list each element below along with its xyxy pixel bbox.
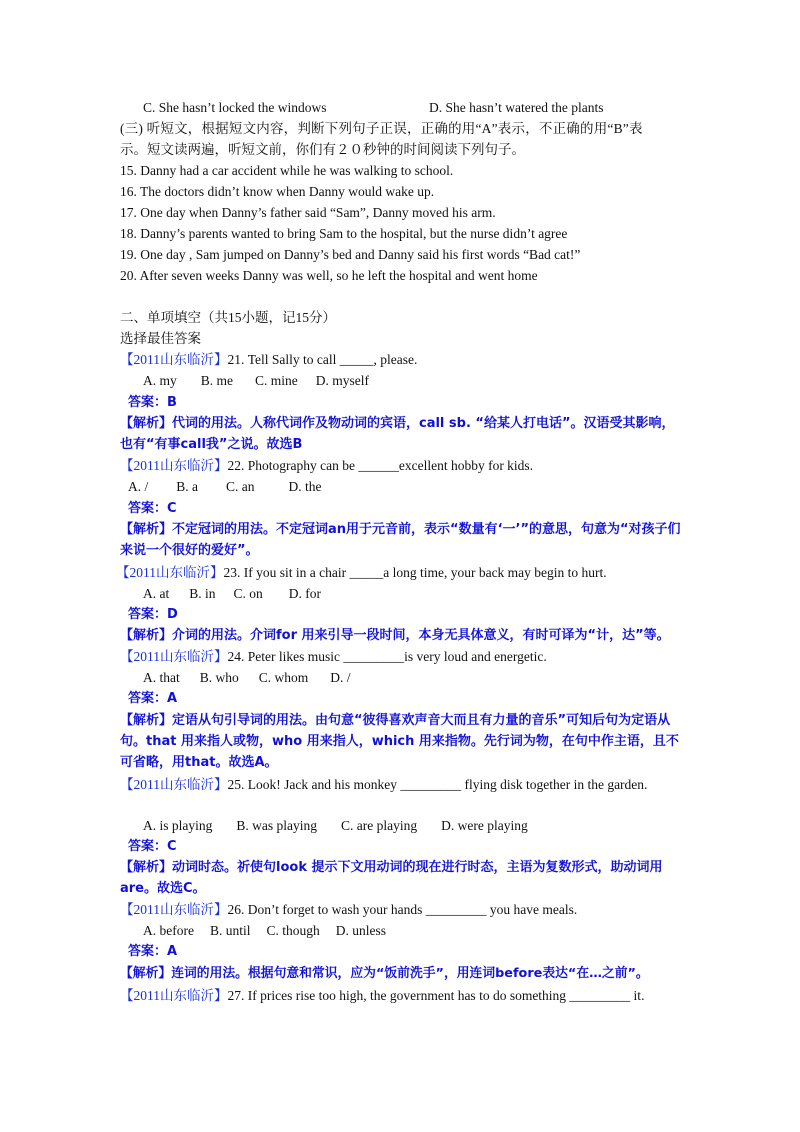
option-a: A. that [143,670,180,685]
question-23-options [143,584,703,604]
statement-15: 15. Danny had a car accident while he was walking to school. [120,163,454,178]
option-d: D. were playing [441,818,528,833]
option-b: B. who [199,670,239,685]
explanation-26: 【解析】连词的用法。根据句意和常识，应为“饭前洗手”，用连词before表达“在…之前”。 [120,966,649,981]
option-b: B. was playing [236,818,317,833]
question-21-options [143,371,703,391]
statement-20: 20. After seven weeks Danny was well, so he left the hospital and went home [120,268,538,283]
option-b: B. in [189,586,216,601]
listening-option-row [143,98,703,118]
part3-instruction-line2: 示。短文读两遍，听短文前，你们有２０秒钟的时间阅读下列句子。 [120,142,525,157]
question-22 [120,456,680,476]
statement-18: 18. Danny’s parents wanted to bring Sam to the hospital, but the nurse didn’t agree [120,226,568,241]
option-d: D. unless [335,923,387,938]
explanation-21: 【解析】代词的用法。人称代词作及物动词的宾语，call sb. “给某人打电话”。汉语受其影响，也有“有事call我”之说。故选B [120,416,675,452]
section2-subheading: 选择最佳答案 [120,331,201,346]
option-a: A. is playing [143,818,213,833]
option-c: C. whom [258,670,309,685]
explanation-22: 【解析】不定冠词的用法。不定冠词an用于元音前，表示“数量有‘一’”的意思，句意为“对孩子们来说一个很好的爱好”。 [120,522,681,558]
option-c: C. She hasn’t locked the windows [143,100,327,115]
question-source: 【2011山东临沂】 [120,649,228,664]
question-source: 【2011山东临沂】 [116,565,224,580]
statement-19: 19. One day , Sam jumped on Danny’s bed and Danny said his first words “Bad cat!” [120,247,581,262]
question-stem: 26. Don’t forget to wash your hands _________ you have meals. [227,902,578,917]
statement-17: 17. One day when Danny’s father said “Sam”, Danny moved his arm. [120,205,496,220]
option-d: D. She hasn’t watered the plants [429,100,604,115]
explanation-23: 【解析】介词的用法。介词for 用来引导一段时间，本身无具体意义，有时可译为“计，达”等。 [120,628,670,643]
option-d: D. the [288,479,322,494]
section2-heading: 二、单项填空（共15小题，记15分） [120,310,336,325]
option-b: B. a [176,479,198,494]
answer-24: 答案：A [128,691,178,706]
question-25-options [143,816,703,836]
option-d: D. for [288,586,322,601]
option-d: D. / [330,670,351,685]
question-26 [120,900,680,920]
question-22-options [128,477,688,497]
option-a: A. at [143,586,170,601]
question-source: 【2011山东临沂】 [120,458,228,473]
option-b: B. until [209,923,251,938]
question-source: 【2011山东临沂】 [120,777,228,792]
explanation-24: 【解析】定语从句引导词的用法。由句意“彼得喜欢声音大而且有力量的音乐”可知后句为定语从句。that 用来指人或物，who 用来指人，which 用来指物。先行词为物，在句中作主语，且不可省略，用that。故选A。 [120,713,679,770]
answer-22: 答案：C [128,501,177,516]
option-c: C. an [226,479,255,494]
question-source: 【2011山东临沂】 [120,902,228,917]
question-stem: 25. Look! Jack and his monkey _________ flying disk together in the garden. [227,777,648,792]
statement-16: 16. The doctors didn’t know when Danny would wake up. [120,184,435,199]
explanation-25: 【解析】动词时态。祈使句look 提示下文用动词的现在进行时态，主语为复数形式，助动词用are。故选C。 [120,860,663,896]
question-stem: 22. Photography can be ______excellent hobby for kids. [227,458,534,473]
option-a: A. / [128,479,149,494]
answer-23: 答案：D [128,607,178,622]
question-27 [120,985,680,1006]
option-c: C. on [233,586,263,601]
option-b: B. me [200,373,233,388]
option-c: C. mine [255,373,298,388]
question-23 [116,563,676,583]
option-a: A. my [143,373,177,388]
question-25 [120,774,680,795]
answer-25: 答案：C [128,839,177,854]
question-stem: 23. If you sit in a chair _____a long time, your back may begin to hurt. [223,565,607,580]
question-source: 【2011山东临沂】 [120,988,228,1003]
question-21 [120,350,680,370]
answer-21: 答案：B [128,395,177,410]
question-26-options [143,921,703,941]
question-24 [120,647,680,667]
option-c: C. though [266,923,320,938]
question-stem: 21. Tell Sally to call _____, please. [227,352,418,367]
answer-26: 答案：A [128,944,178,959]
option-a: A. before [143,923,194,938]
question-source: 【2011山东临沂】 [120,352,228,367]
question-stem: 24. Peter likes music _________is very loud and energetic. [227,649,547,664]
option-c: C. are playing [341,818,418,833]
question-stem: 27. If prices rise too high, the government has to do something _________ it. [227,988,645,1003]
question-24-options [143,668,703,688]
option-d: D. myself [315,373,369,388]
part3-instruction-line1: (三) 听短文，根据短文内容，判断下列句子正误，正确的用“A”表示，不正确的用“B”表 [120,121,643,136]
